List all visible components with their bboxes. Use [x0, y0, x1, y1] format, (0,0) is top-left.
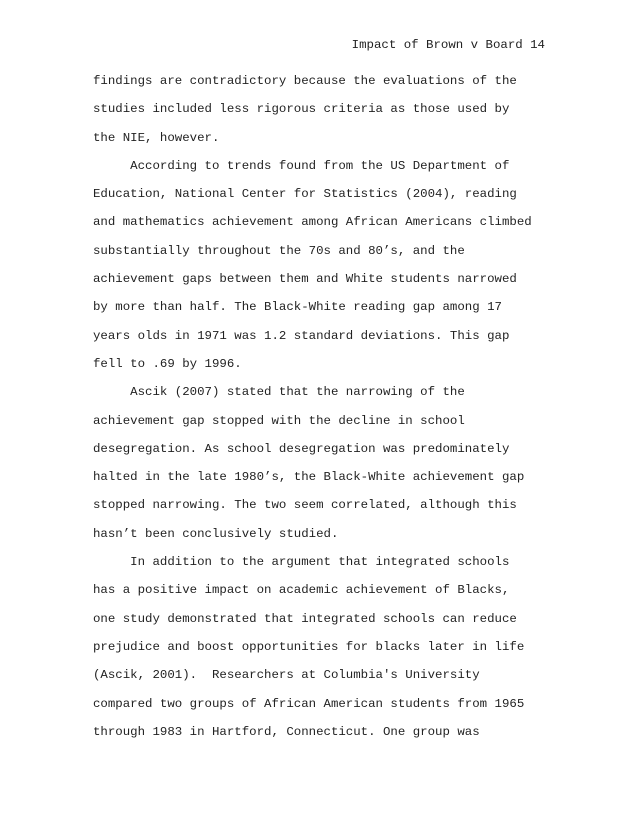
text-line: studies included less rigorous criteria as those used by — [93, 102, 510, 117]
body-text — [93, 73, 553, 752]
text-line: compared two groups of African American students from 1965 — [93, 696, 525, 711]
text-line: findings are contradictory because the evaluations of the — [93, 74, 517, 88]
text-line: hasn’t been conclusively studied. — [93, 526, 339, 541]
text-line: According to trends found from the US Department of — [93, 158, 510, 173]
text-line: years olds in 1971 was 1.2 standard deviations. This gap — [93, 328, 510, 343]
text-line: halted in the late 1980’s, the Black-White achievement gap — [93, 470, 525, 485]
text-line: achievement gap stopped with the decline in school — [93, 413, 465, 428]
text-line: (Ascik, 2001). Researchers at Columbia's University — [93, 668, 480, 683]
text-line: the NIE, however. — [93, 130, 220, 145]
text-line: Education, National Center for Statistics (2004), reading — [93, 187, 517, 202]
text-line: through 1983 in Hartford, Connecticut. One group was — [93, 724, 480, 739]
running-head: Impact of Brown v Board 14 — [351, 38, 545, 52]
text-line: fell to .69 by 1996. — [93, 356, 242, 371]
text-line: stopped narrowing. The two seem correlated, although this — [93, 498, 517, 513]
text-line: desegregation. As school desegregation was predominately — [93, 441, 510, 456]
text-line: achievement gaps between them and White students narrowed — [93, 272, 517, 287]
text-line: In addition to the argument that integrated schools — [93, 555, 510, 570]
text-line: and mathematics achievement among African Americans climbed — [93, 215, 532, 230]
text-line: substantially throughout the 70s and 80’s, and the — [93, 243, 465, 258]
text-line: prejudice and boost opportunities for blacks later in life — [93, 639, 525, 654]
text-line: Ascik (2007) stated that the narrowing of the — [93, 385, 465, 400]
text-line: has a positive impact on academic achievement of Blacks, — [93, 583, 510, 598]
text-line: by more than half. The Black-White reading gap among 17 — [93, 300, 502, 315]
text-line: one study demonstrated that integrated schools can reduce — [93, 611, 517, 626]
